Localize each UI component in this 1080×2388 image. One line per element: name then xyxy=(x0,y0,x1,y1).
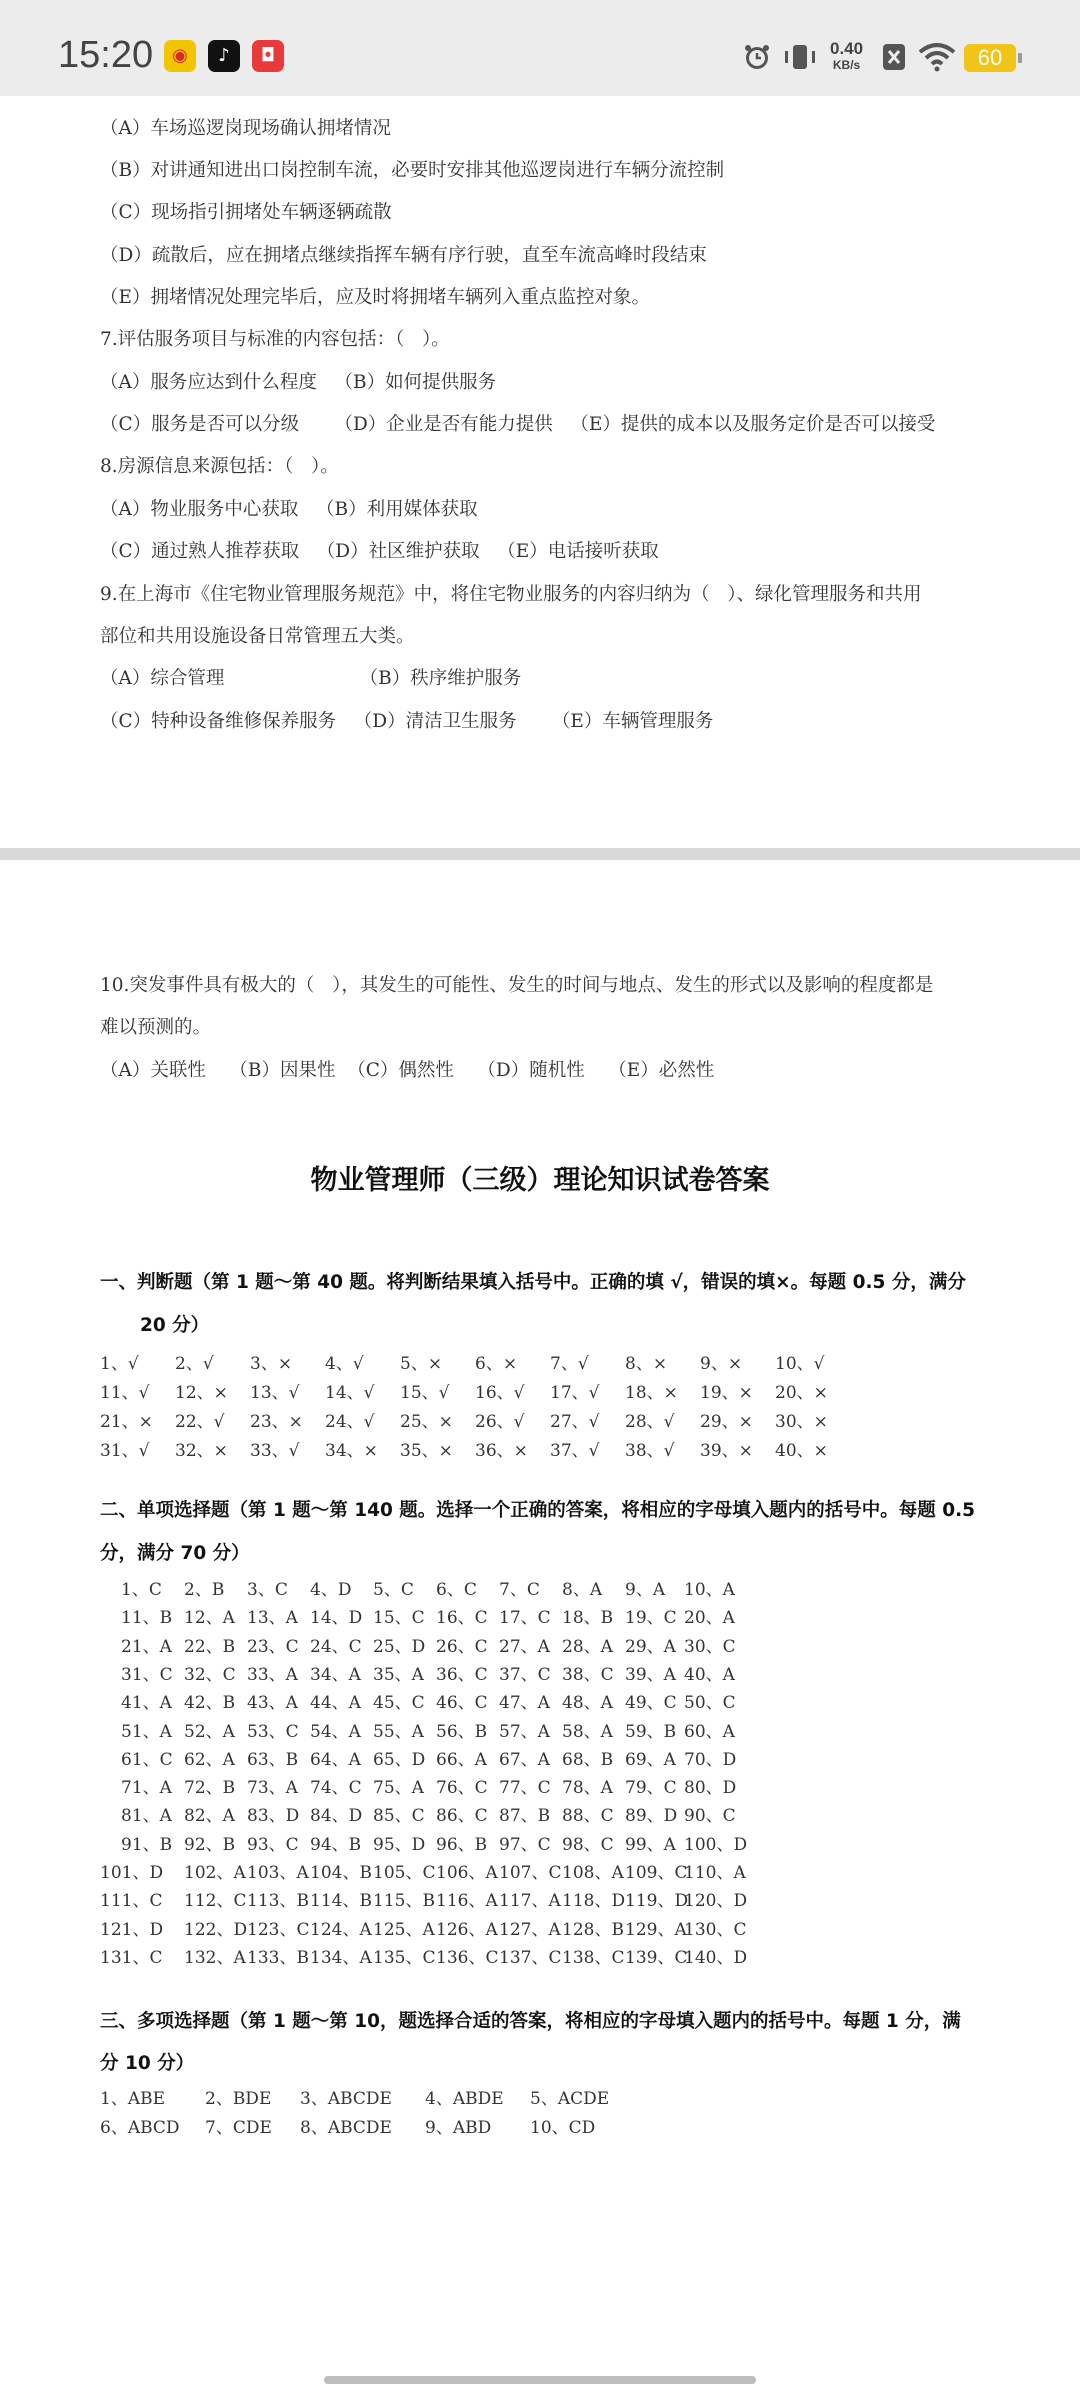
answer-cell: 32、C xyxy=(184,1664,236,1685)
answer-cell: 101、D xyxy=(100,1863,164,1883)
answer-cell: 13、√ xyxy=(250,1383,300,1403)
status-time: 15:20 xyxy=(58,34,154,76)
answer-cell: 106、A xyxy=(436,1863,498,1883)
answer-cell: 30、C xyxy=(684,1636,736,1657)
answer-cell: 51、A xyxy=(121,1721,172,1742)
answer-cell: 109、C xyxy=(625,1863,688,1883)
answer-cell: 74、C xyxy=(310,1778,362,1799)
answer-cell: 28、A xyxy=(562,1636,613,1657)
answer-cell: 8、A xyxy=(562,1580,603,1600)
answer-cell: 105、C xyxy=(373,1863,436,1883)
answer-cell: 133、B xyxy=(247,1947,309,1968)
answer-cell: 26、C xyxy=(436,1636,488,1657)
answer-cell: 56、B xyxy=(436,1721,488,1742)
answer-cell: 124、A xyxy=(310,1919,372,1940)
answer-cell: 82、A xyxy=(184,1806,235,1827)
answer-cell: 18、× xyxy=(625,1383,678,1403)
answer-cell: 47、A xyxy=(499,1693,550,1714)
answer-cell: 7、C xyxy=(499,1580,540,1600)
network-speed-value: 0.40 xyxy=(830,39,864,58)
answer-cell: 115、B xyxy=(373,1891,435,1912)
answer-cell: 140、D xyxy=(684,1947,748,1968)
answer-cell: 33、A xyxy=(247,1664,298,1685)
answer-cell: 40、× xyxy=(775,1441,828,1461)
answer-cell: 85、C xyxy=(373,1806,425,1827)
answer-cell: 14、√ xyxy=(325,1383,375,1403)
answer-cell: 75、A xyxy=(373,1778,424,1799)
answer-cell: 14、D xyxy=(310,1608,363,1629)
answer-cell: 3、C xyxy=(247,1580,288,1600)
answer-cell: 5、× xyxy=(400,1354,443,1374)
answer-cell: 38、C xyxy=(562,1664,614,1685)
answer-cell: 95、D xyxy=(373,1834,426,1855)
answer-cell: 27、√ xyxy=(550,1412,600,1432)
answer-cell: 20、× xyxy=(775,1383,828,1403)
answer-cell: 67、A xyxy=(499,1749,550,1770)
answer-cell: 84、D xyxy=(310,1806,363,1827)
answer-cell: 29、× xyxy=(700,1412,753,1432)
option-line: （D）疏散后，应在拥堵点继续指挥车辆有序行驶，直至车流高峰时段结束 xyxy=(100,245,707,266)
answer-cell: 31、√ xyxy=(100,1441,150,1461)
question-line: 部位和共用设施设备日常管理五大类。 xyxy=(100,626,415,647)
option-line: （B）对讲通知进出口岗控制车流，必要时安排其他巡逻岗进行车辆分流控制 xyxy=(100,160,725,181)
answer-cell: 11、B xyxy=(121,1608,173,1629)
answer-cell: 55、A xyxy=(373,1721,424,1742)
answer-cell: 37、√ xyxy=(550,1441,600,1461)
answer-cell: 89、D xyxy=(625,1806,678,1827)
answer-cell: 33、√ xyxy=(250,1441,300,1461)
answer-cell: 49、C xyxy=(625,1693,677,1714)
option-line: （C）服务是否可以分级 （D）企业是否有能力提供 （E）提供的成本以及服务定价是否可以接受 xyxy=(100,414,936,435)
answer-cell: 29、A xyxy=(625,1636,676,1657)
answer-cell: 35、× xyxy=(400,1441,453,1461)
answer-cell: 37、C xyxy=(499,1664,551,1685)
answer-cell: 8、× xyxy=(625,1354,668,1374)
answer-cell: 22、B xyxy=(184,1636,236,1657)
answer-cell: 113、B xyxy=(247,1891,309,1912)
section3-title: 三、多项选择题（第 1 题～第 10，题选择合适的答案，将相应的字母填入题内的括号中。每题 1 分，满 xyxy=(100,2011,961,2032)
answer-cell: 103、A xyxy=(247,1863,309,1883)
answer-cell: 63、B xyxy=(247,1749,299,1770)
network-speed-unit: KB/s xyxy=(832,58,861,72)
answer-cell: 71、A xyxy=(121,1778,172,1799)
answer-cell: 45、C xyxy=(373,1693,425,1714)
answer-cell: 97、C xyxy=(499,1834,551,1855)
answer-cell: 35、A xyxy=(373,1664,424,1685)
answer-cell: 41、A xyxy=(121,1693,172,1714)
answer-cell: 4、√ xyxy=(325,1354,364,1374)
answer-cell: 98、C xyxy=(562,1834,614,1855)
answer-cell: 78、A xyxy=(562,1778,613,1799)
answer-cell: 112、C xyxy=(184,1891,247,1912)
question-line: 9.在上海市《住宅物业管理服务规范》中，将住宅物业服务的内容归纳为（ ）、绿化管理服务和共用 xyxy=(100,584,922,605)
answer-cell: 62、A xyxy=(184,1749,235,1770)
answer-cell: 2、√ xyxy=(175,1354,214,1374)
answer-cell: 111、C xyxy=(100,1891,163,1912)
answer-cell: 65、D xyxy=(373,1749,426,1770)
answer-cell: 76、C xyxy=(436,1778,488,1799)
answer-cell: 102、A xyxy=(184,1863,246,1883)
answer-cell: 9、× xyxy=(700,1354,743,1374)
answer-cell: 34、A xyxy=(310,1664,361,1685)
answer-cell: 132、A xyxy=(184,1947,246,1968)
answer-cell: 50、C xyxy=(684,1693,736,1714)
question-line: 7.评估服务项目与标准的内容包括：（ ）。 xyxy=(100,329,450,350)
answer-cell: 93、C xyxy=(247,1834,299,1855)
answer-cell: 64、A xyxy=(310,1749,361,1770)
option-line: （E）拥堵情况处理完毕后，应及时将拥堵车辆列入重点监控对象。 xyxy=(100,287,651,308)
answer-cell: 6、× xyxy=(475,1354,518,1374)
answer-cell: 72、B xyxy=(184,1778,236,1799)
answer-cell: 1、√ xyxy=(100,1354,139,1374)
answer-cell: 9、ABD xyxy=(425,2118,492,2138)
answer-cell: 12、× xyxy=(175,1383,228,1403)
answer-cell: 39、A xyxy=(625,1664,676,1685)
answer-cell: 46、C xyxy=(436,1693,488,1714)
answer-cell: 48、A xyxy=(562,1693,613,1714)
answer-cell: 25、× xyxy=(400,1412,453,1432)
vibrate-icon xyxy=(780,42,820,72)
section1-title-cont: 20 分） xyxy=(140,1315,210,1336)
answer-cell: 6、C xyxy=(436,1580,477,1600)
section2-title: 二、单项选择题（第 1 题～第 140 题。选择一个正确的答案，将相应的字母填入题内的括号中。每题 0.5 xyxy=(100,1500,975,1521)
answer-cell: 27、A xyxy=(499,1636,550,1657)
answer-cell: 52、A xyxy=(184,1721,235,1742)
answer-cell: 39、× xyxy=(700,1441,753,1461)
answer-cell: 92、B xyxy=(184,1834,236,1855)
answer-cell: 61、C xyxy=(121,1749,173,1770)
question-line: 难以预测的。 xyxy=(100,1017,212,1038)
answer-cell: 19、× xyxy=(700,1383,753,1403)
answer-cell: 8、ABCDE xyxy=(300,2118,392,2138)
answer-cell: 15、√ xyxy=(400,1383,450,1403)
answer-cell: 18、B xyxy=(562,1608,614,1629)
answer-cell: 122、D xyxy=(184,1919,248,1940)
answer-cell: 130、C xyxy=(684,1919,747,1940)
section3-title-cont: 分 10 分） xyxy=(100,2053,195,2074)
answer-cell: 6、ABCD xyxy=(100,2118,180,2138)
answer-cell: 24、C xyxy=(310,1636,362,1657)
section2-title-cont: 分，满分 70 分） xyxy=(100,1543,250,1564)
option-line: （A）车场巡逻岗现场确认拥堵情况 xyxy=(100,118,391,139)
answer-cell: 110、A xyxy=(684,1863,746,1883)
answer-cell: 83、D xyxy=(247,1806,300,1827)
answer-cell: 1、ABE xyxy=(100,2089,165,2109)
answer-cell: 117、A xyxy=(499,1891,561,1912)
answer-cell: 16、√ xyxy=(475,1383,525,1403)
page-separator xyxy=(0,848,1080,860)
answer-cell: 91、B xyxy=(121,1834,173,1855)
answer-cell: 88、C xyxy=(562,1806,614,1827)
answer-cell: 24、√ xyxy=(325,1412,375,1432)
answer-cell: 20、A xyxy=(684,1608,735,1629)
network-speed xyxy=(830,40,863,74)
answer-cell: 138、C xyxy=(562,1947,625,1968)
answer-cell: 77、C xyxy=(499,1778,551,1799)
answer-cell: 11、√ xyxy=(100,1383,150,1403)
sim-off-icon xyxy=(882,42,906,72)
answer-cell: 114、B xyxy=(310,1891,372,1912)
answer-cell: 17、C xyxy=(499,1608,551,1629)
answer-cell: 36、× xyxy=(475,1441,528,1461)
answer-cell: 107、C xyxy=(499,1863,562,1883)
answer-cell: 38、√ xyxy=(625,1441,675,1461)
answer-cell: 2、BDE xyxy=(205,2089,272,2109)
answer-cell: 135、C xyxy=(373,1947,436,1968)
question-line: 8.房源信息来源包括：（ ）。 xyxy=(100,456,339,477)
answer-cell: 10、√ xyxy=(775,1354,825,1374)
home-indicator[interactable] xyxy=(324,2376,756,2384)
question-line: 10.突发事件具有极大的（ ），其发生的可能性、发生的时间与地点、发生的形式以及影响的程度都是 xyxy=(100,975,934,996)
option-line: （C）特种设备维修保养服务 （D）清洁卫生服务 （E）车辆管理服务 xyxy=(100,711,714,732)
answer-cell: 81、A xyxy=(121,1806,172,1827)
answer-cell: 15、C xyxy=(373,1608,425,1629)
option-line: （A）物业服务中心获取 （B）利用媒体获取 xyxy=(100,499,478,520)
answer-cell: 19、C xyxy=(625,1608,677,1629)
answer-cell: 57、A xyxy=(499,1721,550,1742)
answer-title: 物业管理师（三级）理论知识试卷答案 xyxy=(310,1165,770,1196)
answer-cell: 2、B xyxy=(184,1580,225,1600)
answer-cell: 16、C xyxy=(436,1608,488,1629)
answer-cell: 5、ACDE xyxy=(530,2089,610,2109)
answer-cell: 5、C xyxy=(373,1580,414,1600)
answer-cell: 134、A xyxy=(310,1947,372,1968)
answer-cell: 31、C xyxy=(121,1664,173,1685)
answer-cell: 7、√ xyxy=(550,1354,589,1374)
answer-cell: 79、C xyxy=(625,1778,677,1799)
answer-cell: 21、× xyxy=(100,1412,153,1432)
answer-cell: 4、D xyxy=(310,1580,352,1600)
answer-cell: 42、B xyxy=(184,1693,236,1714)
answer-cell: 59、B xyxy=(625,1721,677,1742)
answer-cell: 53、C xyxy=(247,1721,299,1742)
answer-cell: 21、A xyxy=(121,1636,172,1657)
answer-cell: 43、A xyxy=(247,1693,298,1714)
status-bar xyxy=(0,0,1080,96)
answer-cell: 120、D xyxy=(684,1891,748,1912)
answer-cell: 126、A xyxy=(436,1919,498,1940)
answer-cell: 3、× xyxy=(250,1354,293,1374)
answer-cell: 66、A xyxy=(436,1749,487,1770)
answer-cell: 17、√ xyxy=(550,1383,600,1403)
answer-cell: 9、A xyxy=(625,1580,666,1600)
answer-cell: 116、A xyxy=(436,1891,498,1912)
answer-cell: 36、C xyxy=(436,1664,488,1685)
answer-cell: 131、C xyxy=(100,1947,163,1968)
answer-cell: 7、CDE xyxy=(205,2118,272,2138)
answer-cell: 58、A xyxy=(562,1721,613,1742)
answer-cell: 26、√ xyxy=(475,1412,525,1432)
answer-cell: 123、C xyxy=(247,1919,310,1940)
answer-cell: 40、A xyxy=(684,1664,735,1685)
answer-cell: 69、A xyxy=(625,1749,676,1770)
answer-cell: 80、D xyxy=(684,1778,737,1799)
battery-indicator: 60 xyxy=(964,44,1016,72)
answer-cell: 13、A xyxy=(247,1608,298,1629)
answer-cell: 125、A xyxy=(373,1919,435,1940)
weibo-icon: ◉ xyxy=(164,40,196,72)
answer-cell: 104、B xyxy=(310,1863,372,1883)
answer-cell: 1、C xyxy=(121,1580,162,1600)
answer-cell: 10、A xyxy=(684,1580,735,1600)
option-line: （C）通过熟人推荐获取 （D）社区维护获取 （E）电话接听获取 xyxy=(100,541,659,562)
answer-cell: 3、ABCDE xyxy=(300,2089,392,2109)
option-line: （A）服务应达到什么程度 （B）如何提供服务 xyxy=(100,372,497,393)
answer-cell: 108、A xyxy=(562,1863,624,1883)
answer-cell: 119、D xyxy=(625,1891,689,1912)
answer-cell: 121、D xyxy=(100,1919,164,1940)
answer-cell: 96、B xyxy=(436,1834,488,1855)
answer-cell: 99、A xyxy=(625,1834,676,1855)
answer-cell: 32、× xyxy=(175,1441,228,1461)
section1-title: 一、判断题（第 1 题～第 40 题。将判断结果填入括号中。正确的填 √，错误的填×。每题 0.5 分，满分 xyxy=(100,1272,966,1293)
answer-cell: 22、√ xyxy=(175,1412,225,1432)
answer-cell: 137、C xyxy=(499,1947,562,1968)
answer-cell: 4、ABDE xyxy=(425,2089,504,2109)
answer-cell: 94、B xyxy=(310,1834,362,1855)
answer-cell: 30、× xyxy=(775,1412,828,1432)
answer-cell: 44、A xyxy=(310,1693,361,1714)
answer-cell: 87、B xyxy=(499,1806,551,1827)
answer-cell: 25、D xyxy=(373,1636,426,1657)
answer-cell: 28、√ xyxy=(625,1412,675,1432)
answer-cell: 129、A xyxy=(625,1919,687,1940)
answer-cell: 100、D xyxy=(684,1834,748,1855)
answer-cell: 136、C xyxy=(436,1947,499,1968)
shopping-app-icon: ◘ xyxy=(252,40,284,72)
answer-cell: 23、C xyxy=(247,1636,299,1657)
answer-cell: 128、B xyxy=(562,1919,624,1940)
answer-cell: 86、C xyxy=(436,1806,488,1827)
answer-cell: 118、D xyxy=(562,1891,626,1912)
answer-cell: 90、C xyxy=(684,1806,736,1827)
answer-cell: 73、A xyxy=(247,1778,298,1799)
tiktok-icon: ♪ xyxy=(208,40,240,72)
wifi-icon xyxy=(918,42,956,72)
answer-cell: 127、A xyxy=(499,1919,561,1940)
alarm-icon xyxy=(742,42,772,72)
answer-cell: 10、CD xyxy=(530,2118,596,2138)
answer-cell: 12、A xyxy=(184,1608,235,1629)
option-line: （C）现场指引拥堵处车辆逐辆疏散 xyxy=(100,202,392,223)
option-line: （A）综合管理 （B）秩序维护服务 xyxy=(100,668,522,689)
option-line: （A）关联性 （B）因果性 （C）偶然性 （D）随机性 （E）必然性 xyxy=(100,1060,715,1081)
answer-cell: 54、A xyxy=(310,1721,361,1742)
answer-cell: 60、A xyxy=(684,1721,735,1742)
answer-cell: 139、C xyxy=(625,1947,688,1968)
answer-cell: 70、D xyxy=(684,1749,737,1770)
answer-cell: 68、B xyxy=(562,1749,614,1770)
answer-cell: 23、× xyxy=(250,1412,303,1432)
answer-cell: 34、× xyxy=(325,1441,378,1461)
